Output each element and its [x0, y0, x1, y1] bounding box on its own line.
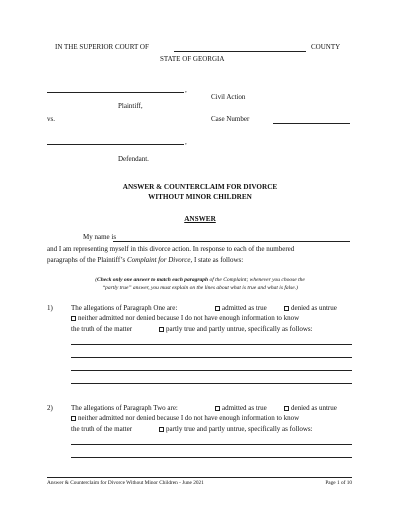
- case-number-line: [273, 123, 350, 124]
- paragraph-2-truth-label: the truth of the matter: [71, 425, 133, 433]
- paragraph-1-partly-checkbox[interactable]: [159, 327, 164, 332]
- paragraph-1-explain-line[interactable]: [71, 344, 352, 345]
- paragraph-2-denied-checkbox[interactable]: [284, 406, 289, 411]
- document-title: ANSWER & COUNTERCLAIM FOR DIVORCE: [122, 183, 278, 191]
- paragraph-1-partly-option[interactable]: partly true and partly untrue, specifically as follows:: [159, 325, 313, 334]
- paragraph-1-explain-line[interactable]: [71, 383, 352, 384]
- footer-title: Answer & Counterclaim for Divorce Without Minor Children - June 2021: [47, 480, 204, 486]
- my-name-is-label: My name is: [83, 233, 117, 241]
- paragraph-1-explain-line[interactable]: [71, 357, 352, 358]
- defendant-comma: ,: [185, 138, 187, 146]
- paragraph-1-explain-line[interactable]: [71, 370, 352, 371]
- intro-line-2: and I am representing myself in this divorce action. In response to each of the numbered: [47, 245, 295, 253]
- paragraph-1-lead: The allegations of Paragraph One are:: [71, 304, 178, 312]
- paragraph-2-admitted-checkbox[interactable]: [215, 406, 220, 411]
- paragraph-1-number: 1): [47, 304, 53, 312]
- defendant-label: Defendant.: [118, 155, 149, 163]
- plaintiff-name-line: [47, 92, 184, 93]
- instruction-line-2: “partly true” answer, you must explain on the lines about what is true and what is false.): [102, 285, 298, 291]
- paragraph-2-partly-option[interactable]: partly true and partly untrue, specifically as follows:: [159, 425, 313, 434]
- footer-page-number: Page 1 of 10: [325, 480, 352, 486]
- plaintiff-comma: ,: [185, 86, 187, 94]
- paragraph-2-admitted-option[interactable]: admitted as true: [215, 404, 267, 413]
- paragraph-1-neither-option[interactable]: neither admitted nor denied because I do not have enough information to know: [71, 314, 299, 323]
- document-subtitle: WITHOUT MINOR CHILDREN: [148, 193, 252, 201]
- civil-action-label: Civil Action: [211, 93, 246, 101]
- county-blank-line: [174, 51, 306, 52]
- state-label: STATE OF GEORGIA: [160, 55, 225, 63]
- paragraph-1-admitted-option[interactable]: admitted as true: [215, 304, 267, 313]
- paragraph-2-lead: The allegations of Paragraph Two are:: [71, 404, 178, 412]
- case-number-label: Case Number: [211, 115, 250, 123]
- my-name-line: [113, 241, 350, 242]
- county-label: COUNTY: [311, 43, 341, 51]
- defendant-name-line: [47, 144, 184, 145]
- paragraph-1-neither-checkbox[interactable]: [71, 316, 76, 321]
- paragraph-2-partly-checkbox[interactable]: [159, 427, 164, 432]
- intro-line-3: paragraphs of the Plaintiff’s Complaint for Divorce, I state as follows:: [47, 256, 244, 264]
- paragraph-2-denied-option[interactable]: denied as untrue: [284, 404, 337, 413]
- paragraph-2-neither-option[interactable]: neither admitted nor denied because I do not have enough information to know: [71, 414, 299, 423]
- paragraph-1-denied-checkbox[interactable]: [284, 306, 289, 311]
- instruction-line-1: (Check only one answer to match each paragraph of the Complaint; whenever you choose the: [95, 277, 305, 283]
- paragraph-2-number: 2): [47, 404, 53, 412]
- court-heading: IN THE SUPERIOR COURT OF: [55, 43, 149, 51]
- section-heading: ANSWER: [184, 215, 216, 223]
- plaintiff-label: Plaintiff,: [118, 102, 143, 110]
- paragraph-2-explain-line[interactable]: [71, 457, 352, 458]
- vs-label: vs.: [47, 115, 55, 123]
- footer-rule: [47, 477, 352, 478]
- paragraph-1-admitted-checkbox[interactable]: [215, 306, 220, 311]
- paragraph-1-truth-label: the truth of the matter: [71, 325, 133, 333]
- paragraph-2-explain-line[interactable]: [71, 444, 352, 445]
- paragraph-1-denied-option[interactable]: denied as untrue: [284, 304, 337, 313]
- paragraph-2-neither-checkbox[interactable]: [71, 416, 76, 421]
